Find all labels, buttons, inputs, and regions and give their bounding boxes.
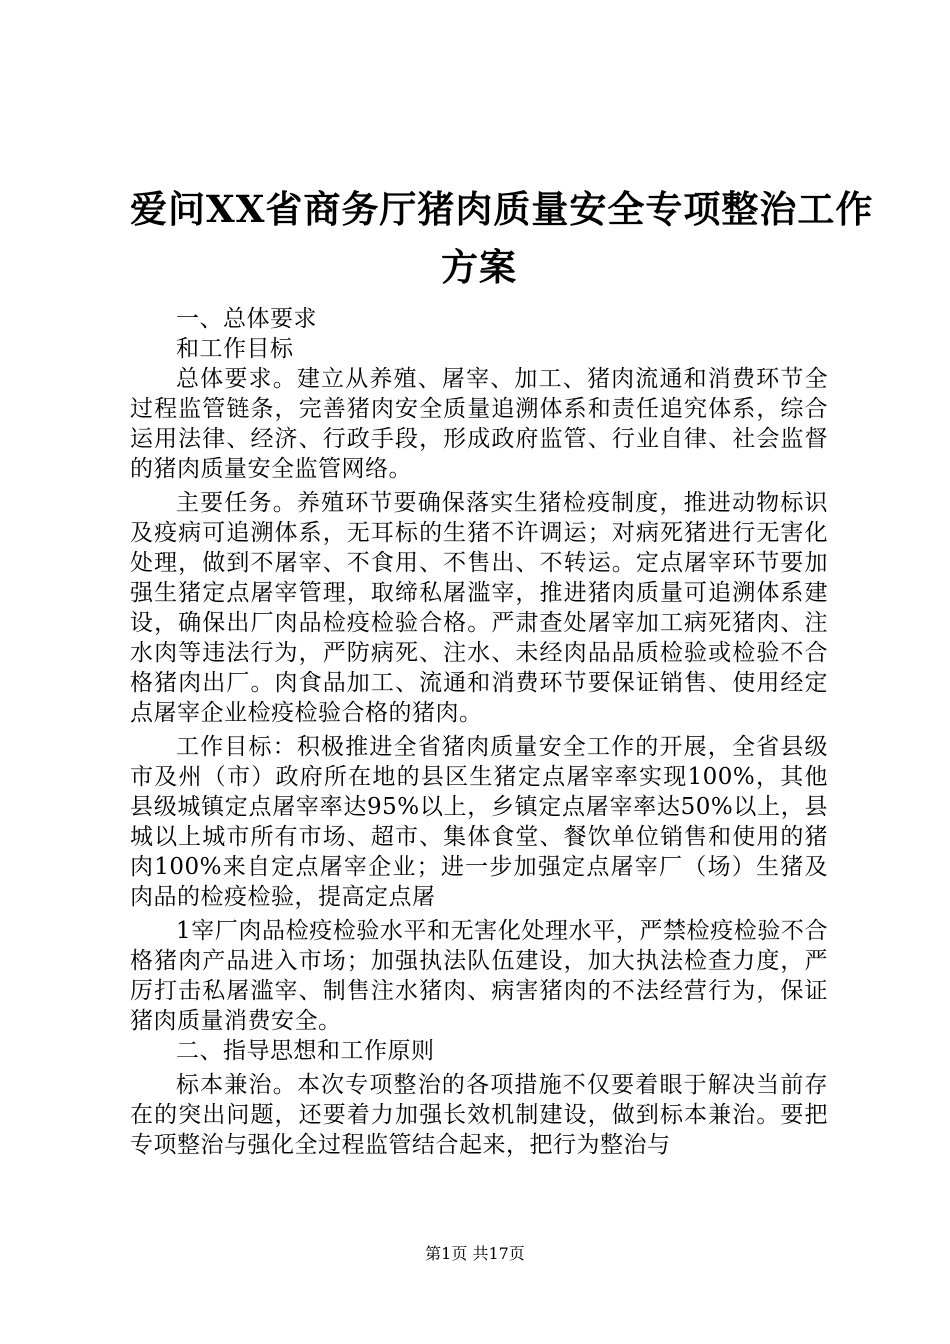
page-footer: 第1页 共17页 xyxy=(425,1244,525,1263)
title-line-2: 方案 xyxy=(441,245,517,289)
title-line-1: 爱问XX省商务厅猪肉质量安全专项整治工作 xyxy=(130,187,874,231)
document-title xyxy=(130,180,874,296)
section-heading-2: 二、指导思想和工作原则 xyxy=(176,1038,435,1064)
paragraph-work-goals-cont: 1宰厂肉品检疫检验水平和无害化处理水平，严禁检疫检验不合格猪肉产品进入市场；加强执法队伍建设，加大执法检查力度，严厉打击私屠滥宰、制售注水猪肉、病害猪肉的不法经营行为，保证猪肉质量消费安全。 xyxy=(130,918,828,1034)
paragraph-overall-requirements: 总体要求。建立从养殖、屠宰、加工、猪肉流通和消费环节全过程监管链条，完善猪肉安全质量追溯体系和责任追究体系，综合运用法律、经济、行政手段，形成政府监管、行业自律、社会监督的猪肉质量安全监管网络。 xyxy=(130,366,828,482)
paragraph-root-and-branch: 标本兼治。本次专项整治的各项措施不仅要着眼于解决当前存在的突出问题，还要着力加强长效机制建设，做到标本兼治。要把专项整治与强化全过程监管结合起来，把行为整治与 xyxy=(130,1072,828,1158)
document-page xyxy=(130,180,874,1160)
document-body xyxy=(130,304,828,1160)
section-heading-1-cont: 和工作目标 xyxy=(176,336,294,362)
paragraph-main-tasks: 主要任务。养殖环节要确保落实生猪检疫制度，推进动物标识及疫病可追溯体系，无耳标的生猪不许调运；对病死猪进行无害化处理，做到不屠宰、不食用、不售出、不转运。定点屠宰环节要加强生猪定点屠宰管理，取缔私屠滥宰，推进猪肉质量可追溯体系建设，确保出厂肉品检疫检验合格。严肃查处屠宰加工病死猪肉、注水肉等违法行为，严防病死、注水、未经肉品品质检验或检验不合格猪肉出厂。肉食品加工、流通和消费环节要保证销售、使用经定点屠宰企业检疫检验合格的猪肉。 xyxy=(130,490,828,726)
section-heading-1: 一、总体要求 xyxy=(176,306,317,332)
paragraph-work-goals: 工作目标：积极推进全省猪肉质量安全工作的开展，全省县级市及州（市）政府所在地的县区生猪定点屠宰率实现100%，其他县级城镇定点屠宰率达95%以上，乡镇定点屠宰率达50%以上，县城以上城市所有市场、超市、集体食堂、餐饮单位销售和使用的猪肉100%来自定点屠宰企业；进一步加强定点屠宰厂（场）生猪及肉品的检疫检验，提高定点屠 xyxy=(130,734,828,910)
